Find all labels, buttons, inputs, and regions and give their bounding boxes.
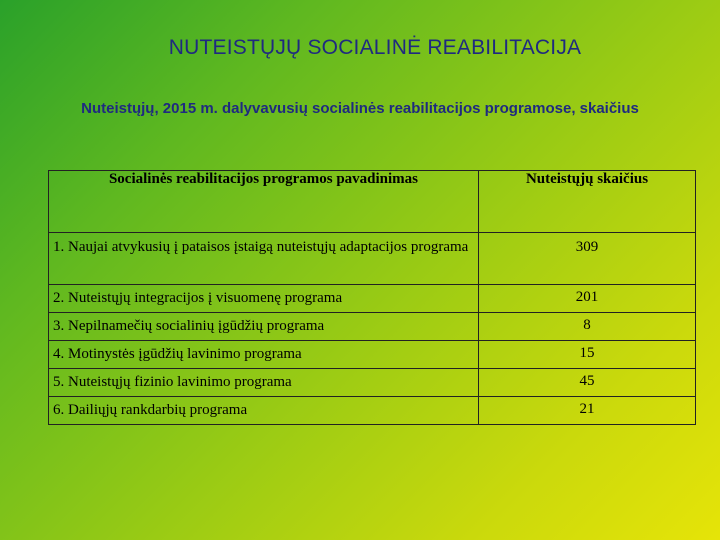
program-name: 1. Naujai atvykusių į pataisos įstaigą nuteistųjų adaptacijos programa [49,233,479,285]
program-name: 5. Nuteistųjų fizinio lavinimo programa [49,369,479,397]
program-name: 4. Motinystės įgūdžių lavinimo programa [49,341,479,369]
table-header-row [49,171,696,233]
table-row [49,341,696,369]
program-name: 3. Nepilnamečių socialinių įgūdžių programa [49,313,479,341]
table-caption: Nuteistųjų, 2015 m. dalyvavusių socialinės reabilitacijos programose, skaičius [81,100,639,117]
table-row [49,285,696,313]
program-name: 2. Nuteistųjų integracijos į visuomenę programa [49,285,479,313]
programs-table [48,170,696,425]
header-inmate-count: Nuteistųjų skaičius [479,171,696,233]
header-program-name: Socialinės reabilitacijos programos pavadinimas [49,171,479,233]
page-title: NUTEISTŲJŲ SOCIALINĖ REABILITACIJA [168,36,582,59]
inmate-count: 309 [479,233,696,285]
program-name: 6. Dailiųjų rankdarbių programa [49,397,479,425]
inmate-count: 15 [479,341,696,369]
table-row [49,397,696,425]
inmate-count: 8 [479,313,696,341]
table-row [49,233,696,285]
inmate-count: 201 [479,285,696,313]
inmate-count: 45 [479,369,696,397]
inmate-count: 21 [479,397,696,425]
table-row [49,369,696,397]
table-row [49,313,696,341]
